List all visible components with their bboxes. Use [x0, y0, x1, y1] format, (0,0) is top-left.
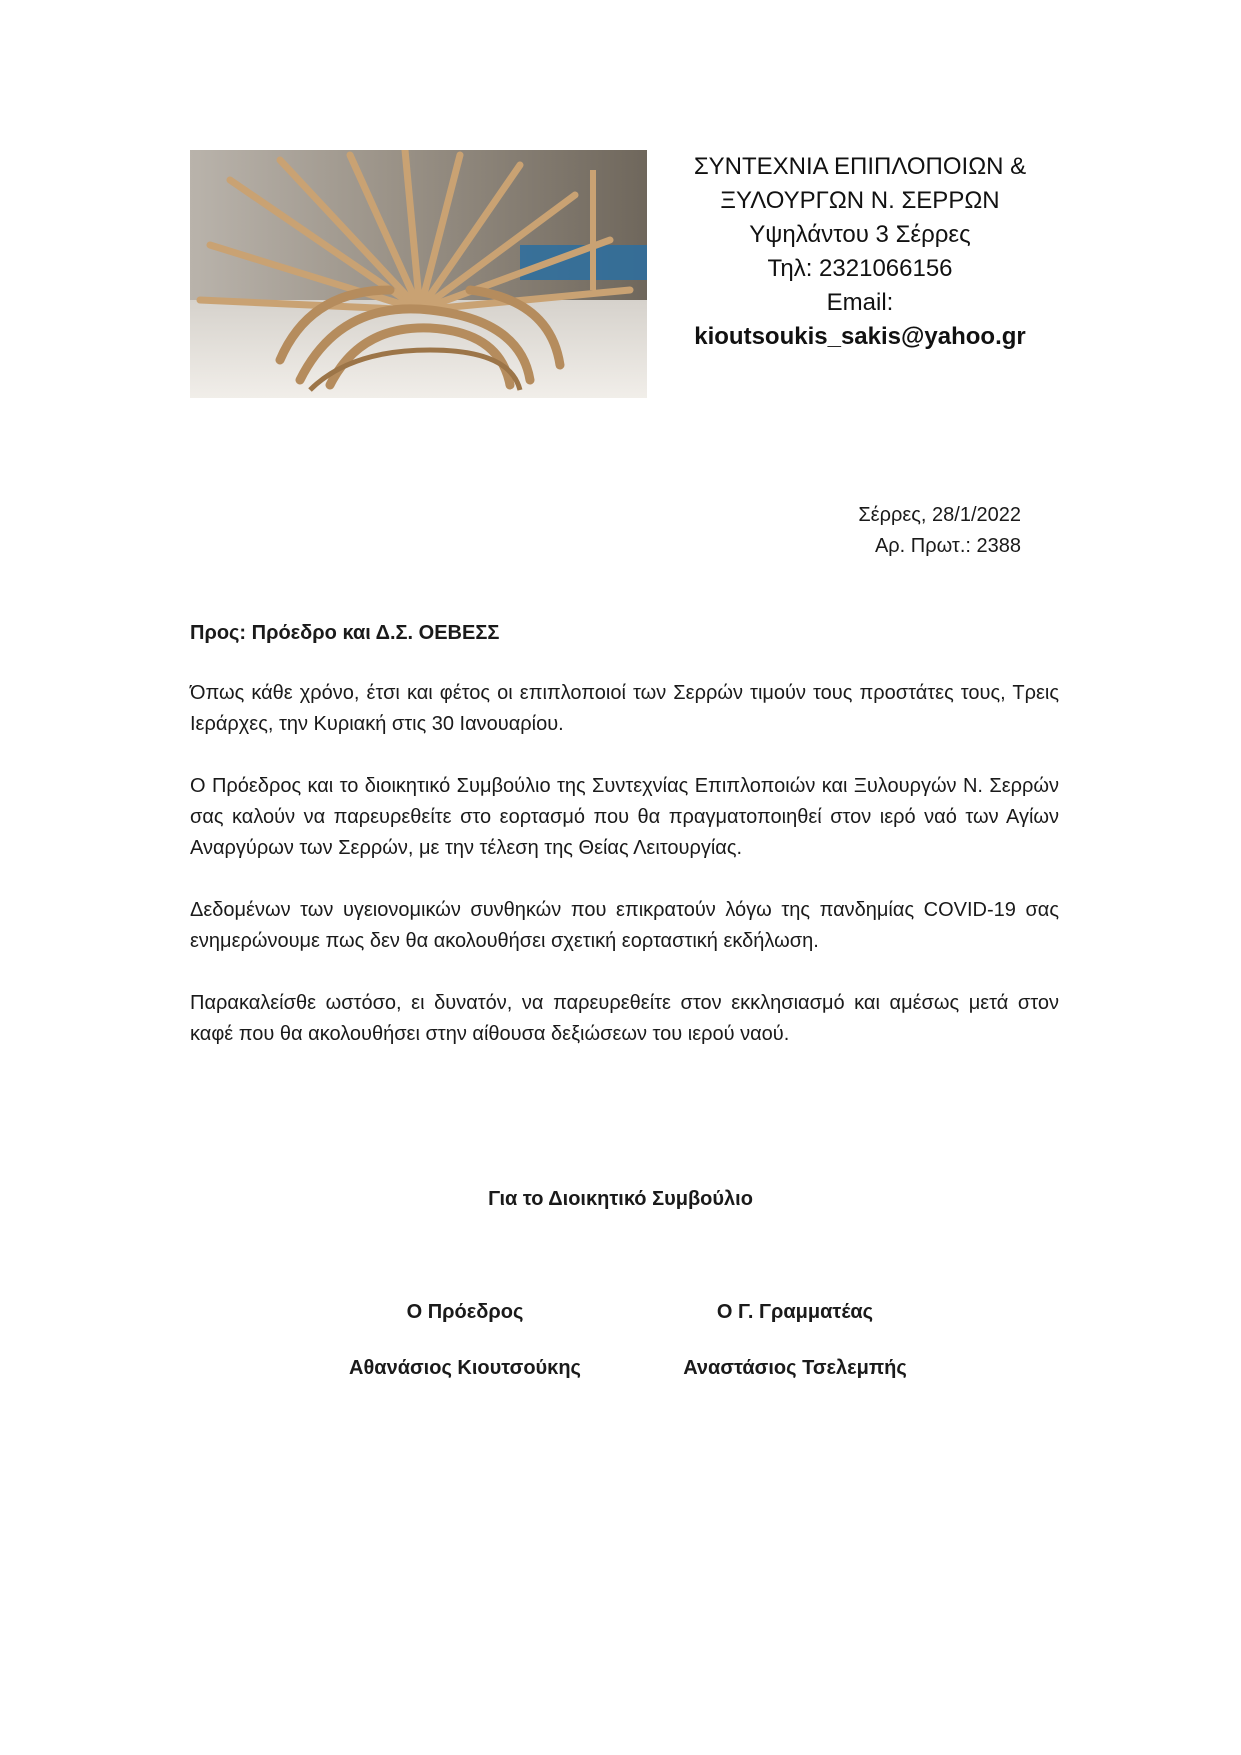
wooden-basket-illustration [190, 150, 647, 398]
organisation-header [660, 150, 1060, 354]
letter-date: Σέρρες, 28/1/2022 [858, 504, 1021, 526]
secretary-name: Αναστάσιος Τσελεμπής [683, 1357, 907, 1379]
org-name-line-1: ΣΥΝΤΕΧΝΙΑ ΕΠΙΠΛΟΠΟΙΩΝ & [693, 153, 1027, 180]
president-title: Ο Πρόεδρος [406, 1301, 524, 1323]
body-paragraph-4: Παρακαλείσθε ωστόσο, ει δυνατόν, να παρευρεθείτε στον εκκλησιασμό και αμέσως μετά στον καφέ που θα ακολουθήσει στην αίθουσα δεξιώσεων του ιερού ναού. [190, 992, 1059, 1045]
recipient-line: Προς: Πρόεδρο και Δ.Σ. ΟΕΒΕΣΣ [190, 622, 500, 644]
body-paragraph-3: Δεδομένων των υγειονομικών συνθηκών που επικρατούν λόγω της πανδημίας COVID-19 σας ενημερώνουμε πως δεν θα ακολουθήσει σχετική εορταστική εκδήλωση. [190, 899, 1059, 952]
body-paragraph-2: Ο Πρόεδρος και το διοικητικό Συμβούλιο της Συντεχνίας Επιπλοποιών και Ξυλουργών Ν. Σερρών σας καλούν να παρευρεθείτε στο εορτασμό που θα πραγματοποιηθεί στον ιερό ναό των Αγίων Αναργύρων των Σερρών, με την τέλεση της Θείας Λειτουργίας. [190, 775, 1059, 859]
protocol-number: Αρ. Πρωτ.: 2388 [874, 535, 1021, 557]
org-name-line-2: ΞΥΛΟΥΡΓΩΝ Ν. ΣΕΡΡΩΝ [720, 187, 1000, 214]
org-email-address[interactable]: kioutsoukis_sakis@yahoo.gr [694, 323, 1026, 350]
board-signature-heading: Για το Διοικητικό Συμβούλιο [488, 1188, 753, 1210]
wooden-basket-photo [190, 150, 647, 398]
body-paragraph-1: Όπως κάθε χρόνο, έτσι και φέτος οι επιπλοποιοί των Σερρών τιμούν τους προστάτες τους, Τρεις Ιεράρχες, την Κυριακή στις 30 Ιανουαρίου. [190, 682, 1059, 735]
letter-body [190, 678, 1059, 1081]
date-block [858, 500, 1021, 562]
org-phone: Τηλ: 2321066156 [767, 255, 953, 282]
secretary-title: Ο Γ. Γραμματέας [716, 1301, 874, 1323]
org-address: Υψηλάντου 3 Σέρρες [749, 221, 971, 248]
org-email-label: Email: [826, 289, 894, 316]
president-name: Αθανάσιος Κιουτσούκης [349, 1357, 581, 1379]
